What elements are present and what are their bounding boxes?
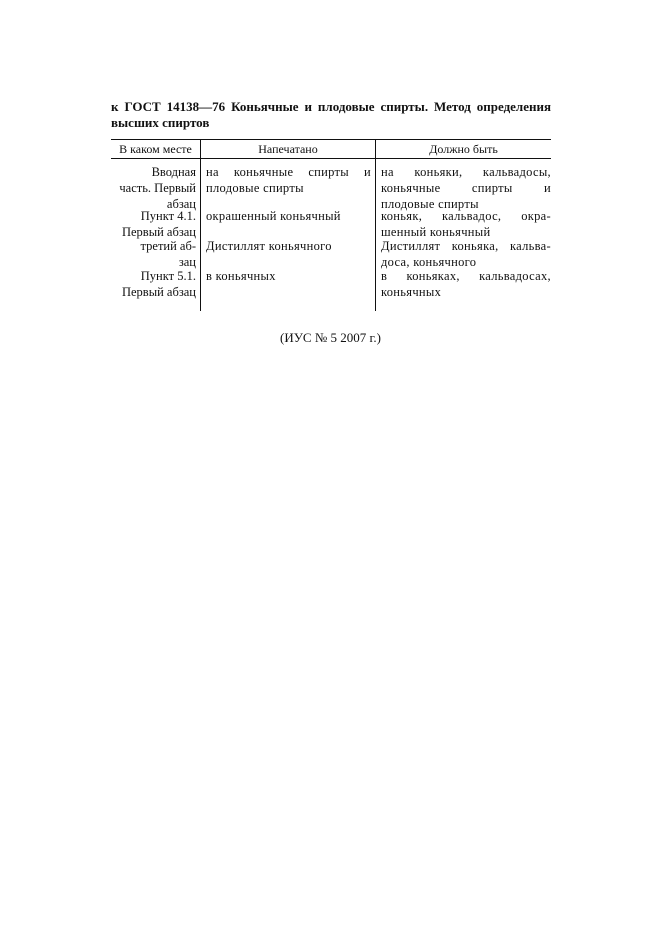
row-1-place: Вводная часть. Первый абзац — [119, 165, 196, 211]
row-4-place: Пункт 5.1. Первый абзац — [121, 269, 196, 299]
row-4-should-be: в коньяках, кальвадосах, коньячных — [381, 269, 551, 299]
row-2-printed: окрашенный коньячный — [206, 209, 341, 223]
column-divider-2 — [375, 139, 376, 311]
header-should-be: Должно быть — [429, 142, 498, 156]
column-divider-1 — [200, 139, 201, 311]
row-1-printed: на коньячные спирты и плодовые спирты — [206, 165, 371, 195]
table-top-rule — [111, 139, 551, 140]
row-3-printed: Дистиллят коньячного — [206, 239, 332, 253]
row-4-printed: в коньячных — [206, 269, 276, 283]
row-2-place: Пункт 4.1. Первый абзац — [121, 209, 196, 239]
row-3-place: третий аб- зац — [140, 239, 196, 269]
title-line-1: к ГОСТ 14138—76 Коньячные и плодовые спирты. Метод определения — [111, 99, 551, 114]
title-line-2: высших спиртов — [111, 115, 210, 130]
header-printed: Напечатано — [258, 142, 318, 156]
document-title — [111, 99, 551, 131]
row-1-should-be: на коньяки, кальвадосы, коньячные спирты и плодовые спирты — [381, 165, 551, 211]
table-header-rule — [111, 158, 551, 159]
row-2-should-be: коньяк, кальвадос, окра-шенный коньячный — [381, 209, 551, 239]
publication-note: (ИУС № 5 2007 г.) — [280, 330, 381, 345]
correction-table — [111, 139, 551, 311]
header-place: В каком месте — [119, 142, 192, 156]
row-3-should-be: Дистиллят коньяка, кальва-доса, коньячного — [381, 239, 551, 269]
